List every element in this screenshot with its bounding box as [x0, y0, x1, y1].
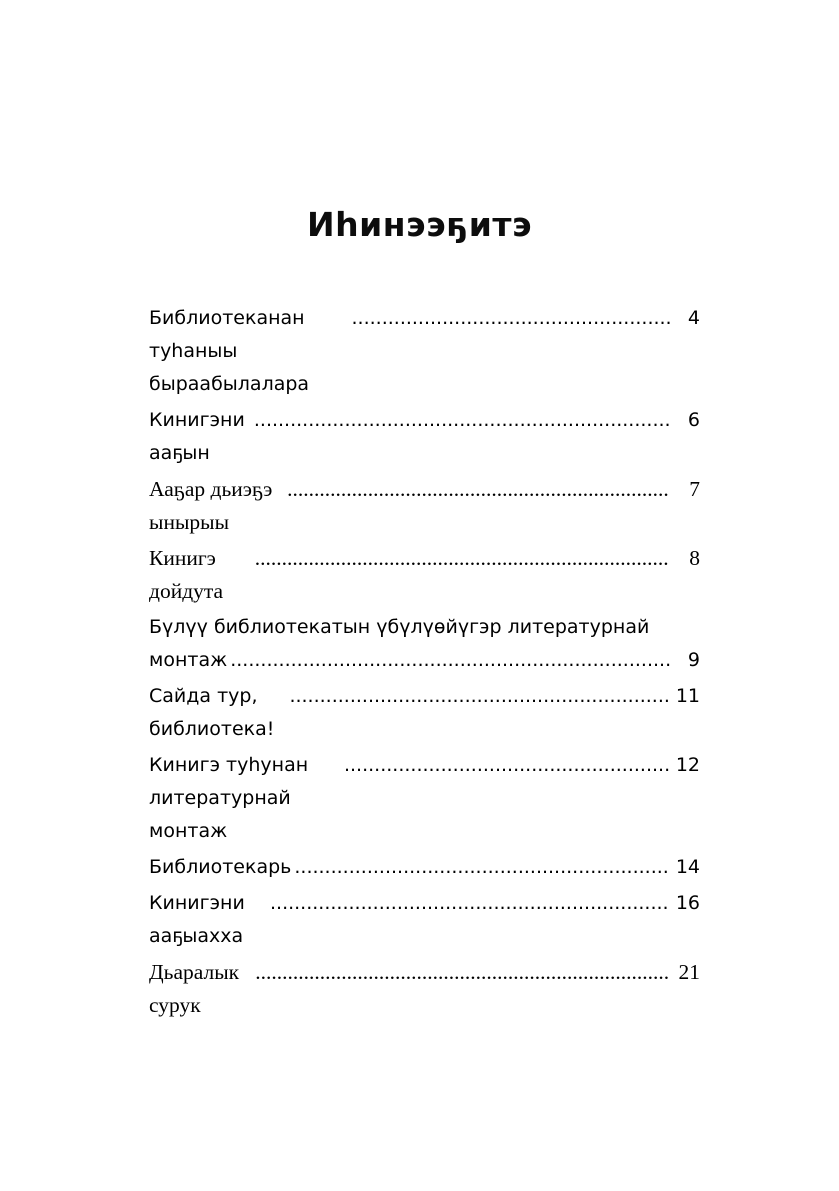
toc-leader-dots [255, 962, 670, 984]
toc-entry[interactable] [149, 851, 700, 884]
toc-entry-label: Кинигэни ааҕын [149, 409, 245, 464]
toc-entry-label: Кинигэни ааҕыахха [149, 892, 245, 947]
toc-entry-page: 9 [687, 649, 700, 671]
toc-leader-dots [352, 309, 671, 328]
toc-entry[interactable] [149, 611, 700, 677]
toc-entry-label-continued: монтаж [149, 649, 228, 671]
toc-leader-dots [270, 894, 670, 913]
toc-entry[interactable] [149, 542, 700, 608]
toc-entry-label: Библиотекарь [149, 856, 292, 878]
toc-entry-label: Кинигэ дойдута [149, 546, 224, 603]
toc-leader-dots [344, 756, 670, 775]
toc-entry-label: Сайда тур, библиотека! [149, 685, 275, 740]
table-of-contents [149, 302, 700, 1025]
toc-entry-page: 7 [689, 477, 700, 501]
toc-entry-page: 6 [687, 409, 700, 431]
toc-entry[interactable] [149, 680, 700, 746]
toc-entry-page: 8 [689, 546, 700, 570]
toc-leader-dots [287, 479, 670, 501]
toc-entry-label: Кинигэ туһунан литературнай монтаж [149, 754, 309, 842]
toc-leader-dots [255, 548, 670, 570]
toc-entry-label: Дьаралык сурук [149, 960, 240, 1017]
toc-entry-page: 12 [675, 754, 700, 776]
toc-entry-page: 16 [675, 892, 700, 914]
toc-leader-dots [230, 651, 670, 670]
toc-entry-label: Бүлүү библиотекатын үбүлүөйүгэр литературнай [149, 616, 650, 638]
toc-entry-label: Ааҕар дьиэҕэ ынырыы [149, 477, 273, 534]
toc-leader-dots [254, 411, 670, 430]
toc-entry-page: 21 [678, 960, 700, 984]
toc-entry[interactable] [149, 404, 700, 470]
toc-entry[interactable] [149, 302, 700, 401]
toc-entry-page: 11 [675, 685, 700, 707]
toc-entry-page: 4 [687, 307, 700, 329]
page-title: Иһинээҕитэ [306, 205, 533, 244]
toc-leader-dots [289, 687, 670, 706]
toc-leader-dots [294, 858, 670, 877]
toc-entry[interactable] [149, 887, 700, 953]
toc-entry-label: Библиотеканан туһаныы быраабылалара [149, 307, 310, 395]
toc-entry[interactable] [149, 473, 700, 539]
toc-entry-page: 14 [675, 856, 700, 878]
toc-entry[interactable] [149, 749, 700, 848]
toc-entry[interactable] [149, 956, 700, 1022]
